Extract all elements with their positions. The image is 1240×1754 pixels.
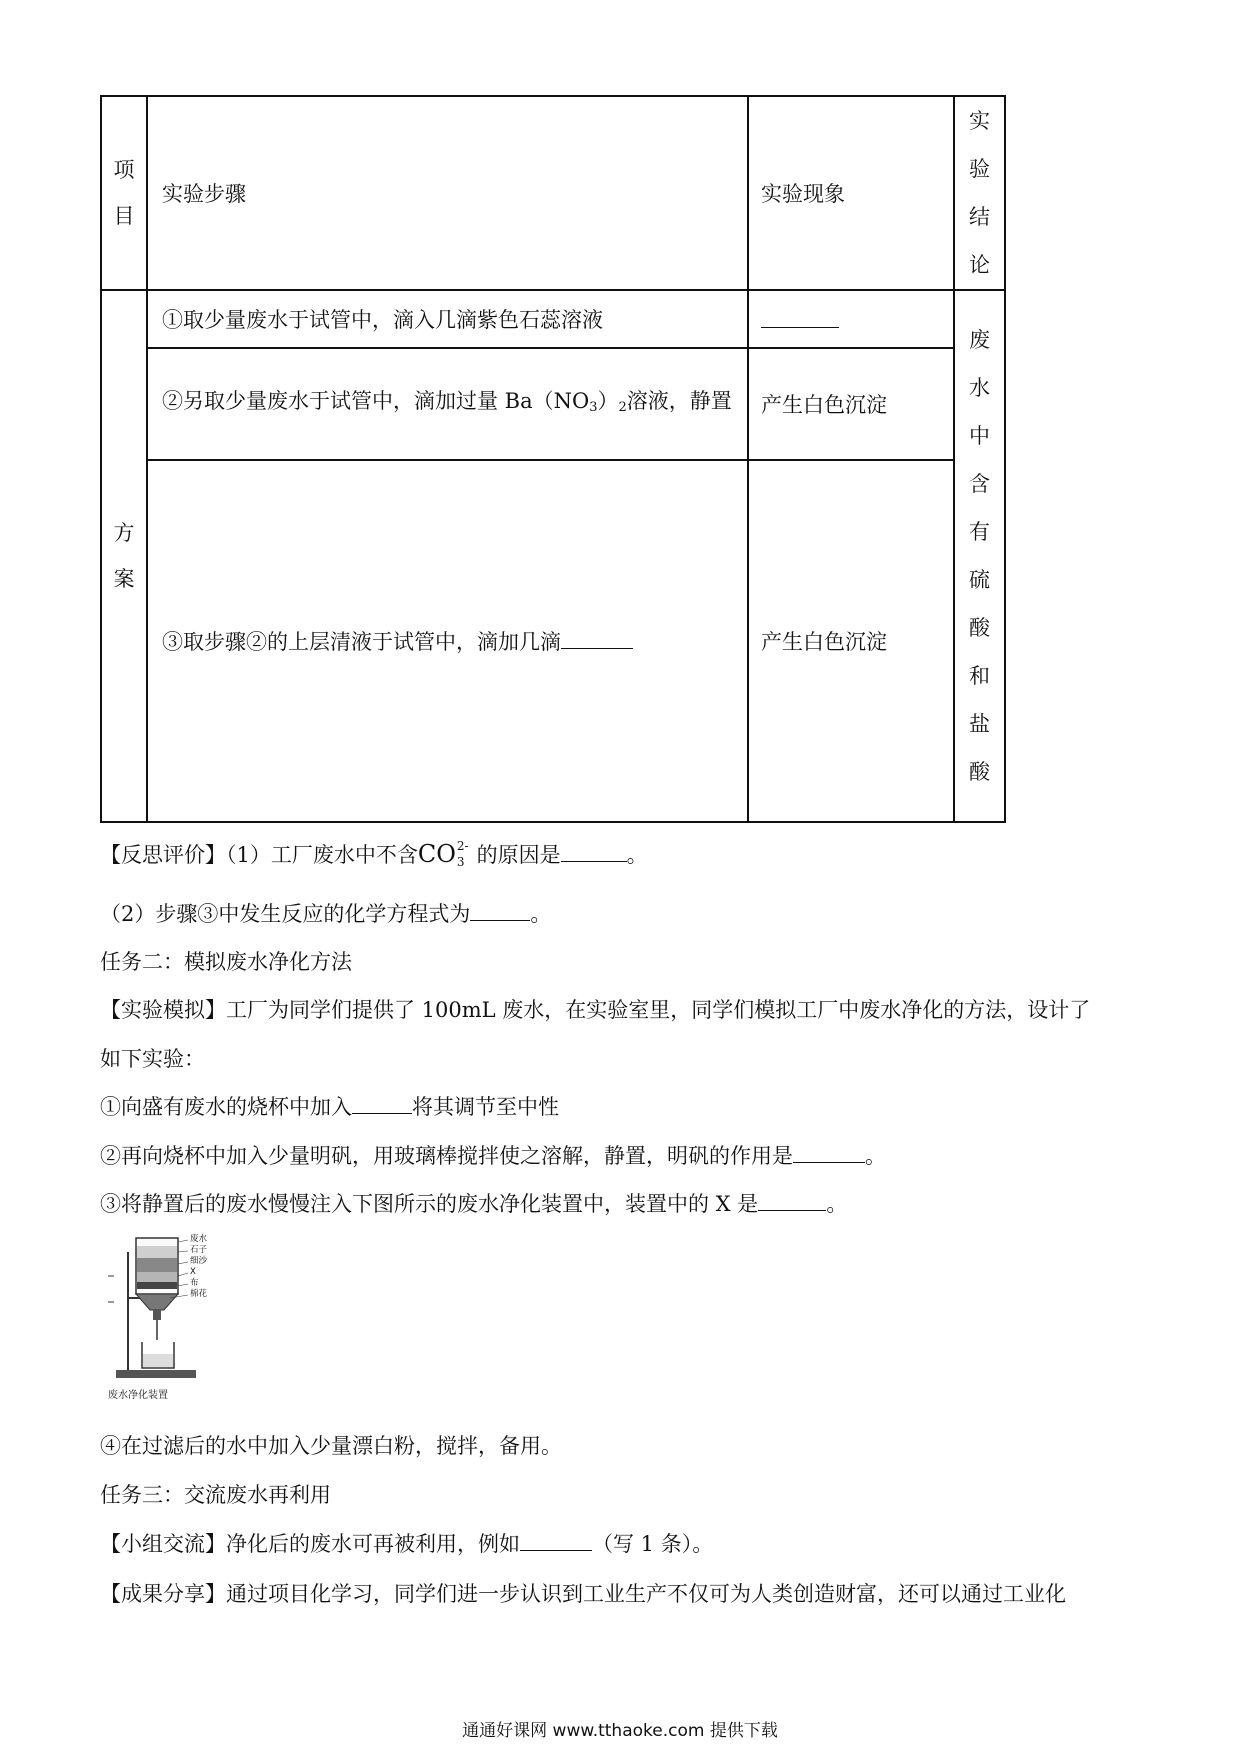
figure-label: X <box>190 1267 196 1277</box>
task-2-heading: 任务二：模拟废水净化方法 <box>100 950 352 974</box>
answer-blank <box>561 627 633 649</box>
header-conclusion: 实验结论 <box>954 96 1005 290</box>
task-3-heading: 任务三：交流废水再利用 <box>100 1483 331 1507</box>
simulation-intro-cont: 如下实验： <box>100 1047 205 1071</box>
figure-label: 棉花 <box>190 1289 208 1299</box>
answer-blank <box>470 899 530 921</box>
figure-label: 布 <box>190 1278 199 1288</box>
sim-step-2: ②再向烧杯中加入少量明矾，用玻璃棒搅拌使之溶解，静置，明矾的作用是 。 <box>100 1140 886 1170</box>
answer-blank <box>561 840 627 862</box>
step-1: ①取少量废水于试管中，滴入几滴紫色石蕊溶液 <box>147 290 748 348</box>
figure-label: 细沙 <box>190 1256 208 1266</box>
header-steps: 实验步骤 <box>147 96 748 290</box>
sim-step-3: ③将静置后的废水慢慢注入下图所示的废水净化装置中，装置中的 X 是 。 <box>100 1188 847 1218</box>
answer-blank <box>758 1189 826 1211</box>
reflection-2: （2）步骤③中发生反应的化学方程式为 。 <box>100 898 551 928</box>
conclusion-cell: 废水中含有硫酸和盐酸 <box>954 290 1005 822</box>
page-footer: 通通好课网 www.tthaoke.com 提供下载 <box>462 1721 778 1741</box>
table-row <box>101 460 1005 822</box>
answer-blank <box>352 1092 412 1114</box>
answer-blank <box>520 1529 592 1551</box>
group-discussion: 【小组交流】净化后的废水可再被利用，例如 （写 1 条）。 <box>100 1528 713 1558</box>
sim-step-1: ①向盛有废水的烧杯中加入 将其调节至中性 <box>100 1091 559 1121</box>
figure-label: 石子 <box>190 1245 208 1255</box>
header-phenomenon: 实验现象 <box>748 96 954 290</box>
phenomenon-2: 产生白色沉淀 <box>748 348 954 460</box>
figure-label: 废水 <box>190 1234 208 1244</box>
simulation-intro: 【实验模拟】工厂为同学们提供了 100mL 废水，在实验室里，同学们模拟工厂中废水净化的方法，设计了 <box>100 998 1091 1022</box>
answer-blank <box>761 306 839 328</box>
figure-caption: 废水净化装置 <box>108 1390 168 1401</box>
reflection-1: 【反思评价】（1）工厂废水中不含CO 2- 3 的原因是 。 <box>100 838 648 869</box>
table-header-row <box>101 96 1005 290</box>
experiment-table <box>100 95 1006 823</box>
table-row <box>101 290 1005 348</box>
step-3: ③取步骤②的上层清液于试管中，滴加几滴 <box>147 460 748 822</box>
purification-apparatus-figure <box>108 1232 218 1402</box>
scheme-label-cell: 方案 <box>101 290 147 822</box>
answer-blank <box>793 1141 865 1163</box>
table-row <box>101 348 1005 460</box>
sim-step-4: ④在过滤后的水中加入少量漂白粉，搅拌，备用。 <box>100 1434 562 1458</box>
step-2: ②另取少量废水于试管中，滴加过量 $Ba(NO_3)_2$溶液，静置 <box>147 348 748 460</box>
results-sharing: 【成果分享】通过项目化学习，同学们进一步认识到工业生产不仅可为人类创造财富，还可以通过工业化 <box>100 1582 1066 1606</box>
phenomenon-3: 产生白色沉淀 <box>748 460 954 822</box>
header-item: 项目 <box>101 96 147 290</box>
phenomenon-1-blank <box>748 290 954 348</box>
